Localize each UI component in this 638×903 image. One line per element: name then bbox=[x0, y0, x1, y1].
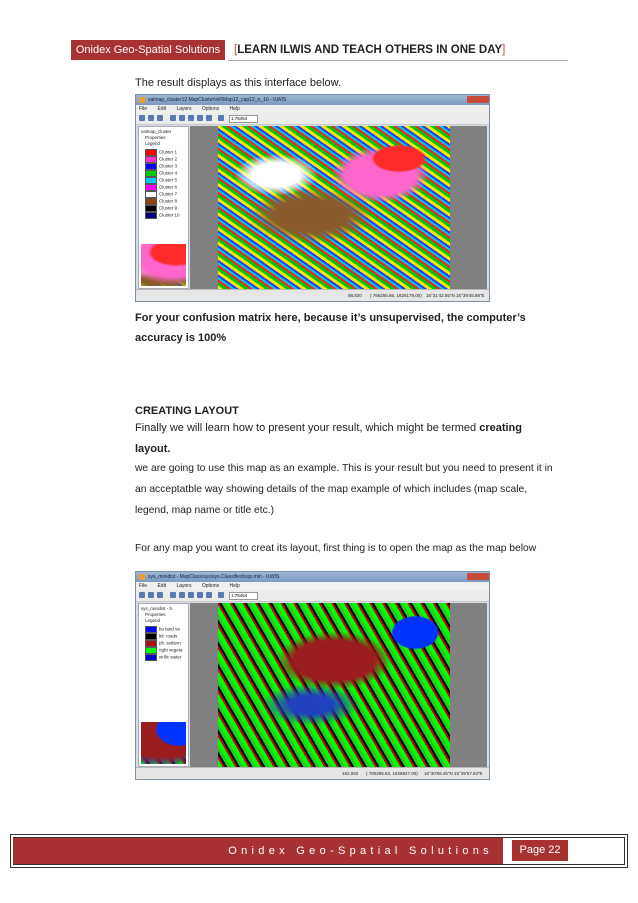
section-heading: CREATING LAYOUT bbox=[135, 405, 239, 417]
legend-label: right vegeta bbox=[159, 647, 183, 653]
layer-panel bbox=[138, 603, 189, 767]
legend-swatch bbox=[145, 212, 157, 219]
legend-label: Cluster 2 bbox=[159, 156, 178, 162]
legend-item bbox=[145, 191, 180, 198]
pan-icon bbox=[170, 115, 176, 121]
legend-label: Cluster 8 bbox=[159, 198, 178, 204]
menu-file: File bbox=[139, 583, 148, 589]
legend-swatch bbox=[145, 156, 157, 163]
legend-list bbox=[145, 626, 183, 661]
legend-swatch bbox=[145, 191, 157, 198]
legend-label: plt: settlem bbox=[159, 640, 181, 646]
window-titlebar bbox=[136, 95, 489, 105]
status-bar bbox=[136, 767, 489, 779]
legend-item bbox=[145, 647, 183, 654]
legend-swatch bbox=[145, 149, 157, 156]
screenshot-cluster-map bbox=[135, 94, 490, 302]
legend-label: Cluster 7 bbox=[159, 191, 178, 197]
menu-help: Help bbox=[229, 583, 240, 589]
layer-tree bbox=[141, 606, 172, 625]
map-pane bbox=[190, 603, 487, 767]
legend-swatch bbox=[145, 205, 157, 212]
legend-item bbox=[145, 184, 180, 191]
tree-properties: Properties bbox=[145, 135, 166, 141]
legend-item bbox=[145, 654, 183, 661]
menu-layers: Layers bbox=[176, 583, 192, 589]
legend-item bbox=[145, 205, 180, 212]
menu-edit: Edit bbox=[157, 583, 167, 589]
legend-swatch bbox=[145, 170, 157, 177]
menu-help: Help bbox=[229, 106, 240, 112]
overview-map bbox=[141, 722, 186, 764]
legend-label: virllic water bbox=[159, 654, 182, 660]
legend-item bbox=[145, 170, 180, 177]
legend-item bbox=[145, 163, 180, 170]
info-icon bbox=[206, 115, 212, 121]
legend-label: Cluster 6 bbox=[159, 184, 178, 190]
legend-label: bu land va bbox=[159, 626, 180, 632]
scale-box: 1:76454 bbox=[229, 115, 258, 123]
window-controls-icon bbox=[467, 573, 489, 580]
legend-swatch bbox=[145, 654, 157, 661]
header-company-tag: Onidex Geo-Spatial Solutions bbox=[71, 40, 225, 60]
status-latlon: 16°30'59.45"N 15°39'57.83"E bbox=[424, 771, 483, 776]
save-icon bbox=[148, 115, 154, 121]
zoom-in-icon bbox=[179, 115, 185, 121]
header-divider bbox=[228, 60, 568, 61]
zoom-out-icon bbox=[188, 592, 194, 598]
legend-label: Cluster 3 bbox=[159, 163, 178, 169]
status-rowcol: 152,082 bbox=[342, 771, 359, 776]
legend-label: Cluster 10 bbox=[159, 212, 180, 218]
legend-swatch bbox=[145, 198, 157, 205]
legend-item bbox=[145, 156, 180, 163]
map-pane bbox=[190, 126, 487, 289]
footer-company-name: Onidex Geo-Spatial Solutions bbox=[13, 838, 503, 864]
menu-options: Options bbox=[201, 106, 220, 112]
legend-swatch bbox=[145, 177, 157, 184]
status-coords: ( 766256.86, 1826179.00) bbox=[370, 293, 422, 298]
layout-paragraph-2: we are going to use this map as an example. This is your result but you need to present it in an acceptatble way showing details of the map example of which includes (map scale, legend, map name or title etc.) bbox=[135, 463, 553, 516]
tree-properties: Properties bbox=[145, 612, 166, 618]
open-icon bbox=[139, 592, 145, 598]
app-icon bbox=[139, 97, 145, 103]
legend-label: lid: roads bbox=[159, 633, 178, 639]
window-title: valmap_cluster12 MapCluster\nill\Map12_cap12_n_10 - ILWIS bbox=[148, 97, 287, 103]
confusion-note: For your confusion matrix here, because it’s unsupervised, the computer’s accuracy is 100% bbox=[135, 312, 526, 344]
zoom-out-icon bbox=[188, 115, 194, 121]
scale-box: 1:76454 bbox=[229, 592, 258, 600]
legend-item bbox=[145, 198, 180, 205]
tree-map-name: sys_minidist - b bbox=[141, 606, 173, 611]
legend-label: Cluster 1 bbox=[159, 149, 178, 155]
window-titlebar bbox=[136, 572, 489, 582]
layout-paragraph-1-bold: creating layout. bbox=[135, 422, 522, 455]
copy-icon bbox=[157, 592, 163, 598]
status-coords: ( 780295.83, 1828847.00) bbox=[366, 771, 418, 776]
legend-item bbox=[145, 212, 180, 219]
toolbar bbox=[136, 590, 489, 602]
layer-panel bbox=[138, 126, 189, 289]
legend-item bbox=[145, 633, 183, 640]
menu-file: File bbox=[139, 106, 148, 112]
menu-bar bbox=[136, 582, 489, 590]
info-icon bbox=[206, 592, 212, 598]
menu-edit: Edit bbox=[157, 106, 167, 112]
legend-swatch bbox=[145, 163, 157, 170]
legend-swatch bbox=[145, 640, 157, 647]
classified-map-image bbox=[218, 603, 450, 767]
legend-list bbox=[145, 149, 180, 219]
layout-paragraph-1-text: Finally we will learn how to present your result, which might be termed bbox=[135, 422, 480, 434]
window-title: sys_minidist - MapClass\sys\sys.Classified\sup.min - ILWIS bbox=[148, 574, 280, 580]
intro-text: The result displays as this interface below. bbox=[135, 77, 342, 89]
window-controls-icon bbox=[467, 96, 489, 103]
menu-bar bbox=[136, 105, 489, 113]
tree-legend: Legend bbox=[145, 618, 161, 624]
layer-icon bbox=[218, 592, 224, 598]
entire-map-icon bbox=[197, 592, 203, 598]
layer-icon bbox=[218, 115, 224, 121]
layout-paragraph-3: For any map you want to creat its layout, first thing is to open the map as the map below bbox=[135, 543, 537, 554]
screenshot-classified-map bbox=[135, 571, 490, 780]
status-rowcol: 98,820 bbox=[348, 293, 362, 298]
open-icon bbox=[139, 115, 145, 121]
legend-item bbox=[145, 149, 180, 156]
header-title bbox=[234, 40, 505, 60]
app-icon bbox=[139, 574, 145, 580]
menu-layers: Layers bbox=[176, 106, 192, 112]
legend-swatch bbox=[145, 184, 157, 191]
menu-options: Options bbox=[201, 583, 220, 589]
tree-map-name: valmap_cluster bbox=[141, 129, 172, 134]
legend-item bbox=[145, 177, 180, 184]
legend-label: Cluster 5 bbox=[159, 177, 178, 183]
legend-label: Cluster 9 bbox=[159, 205, 178, 211]
legend-item bbox=[145, 626, 183, 633]
entire-map-icon bbox=[197, 115, 203, 121]
header-bracket-open: [ bbox=[234, 44, 238, 56]
header-title-text: LEARN ILWIS AND TEACH OTHERS IN ONE DAY bbox=[237, 44, 503, 56]
legend-swatch bbox=[145, 626, 157, 633]
overview-map bbox=[141, 244, 186, 286]
header-bracket-close: ] bbox=[502, 44, 506, 56]
pan-icon bbox=[170, 592, 176, 598]
footer-page-number: Page 22 bbox=[512, 840, 568, 861]
legend-swatch bbox=[145, 647, 157, 654]
legend-swatch bbox=[145, 633, 157, 640]
zoom-in-icon bbox=[179, 592, 185, 598]
layer-tree bbox=[141, 129, 171, 148]
legend-label: Cluster 4 bbox=[159, 170, 178, 176]
tree-legend: Legend bbox=[145, 141, 161, 147]
status-bar bbox=[136, 289, 489, 301]
status-latlon: 16°31'42.65"N 15°39'45.88"E bbox=[426, 293, 485, 298]
cluster-map-image bbox=[218, 126, 450, 289]
legend-item bbox=[145, 640, 183, 647]
save-icon bbox=[148, 592, 154, 598]
copy-icon bbox=[157, 115, 163, 121]
layout-paragraph-1 bbox=[135, 418, 560, 460]
toolbar bbox=[136, 113, 489, 125]
